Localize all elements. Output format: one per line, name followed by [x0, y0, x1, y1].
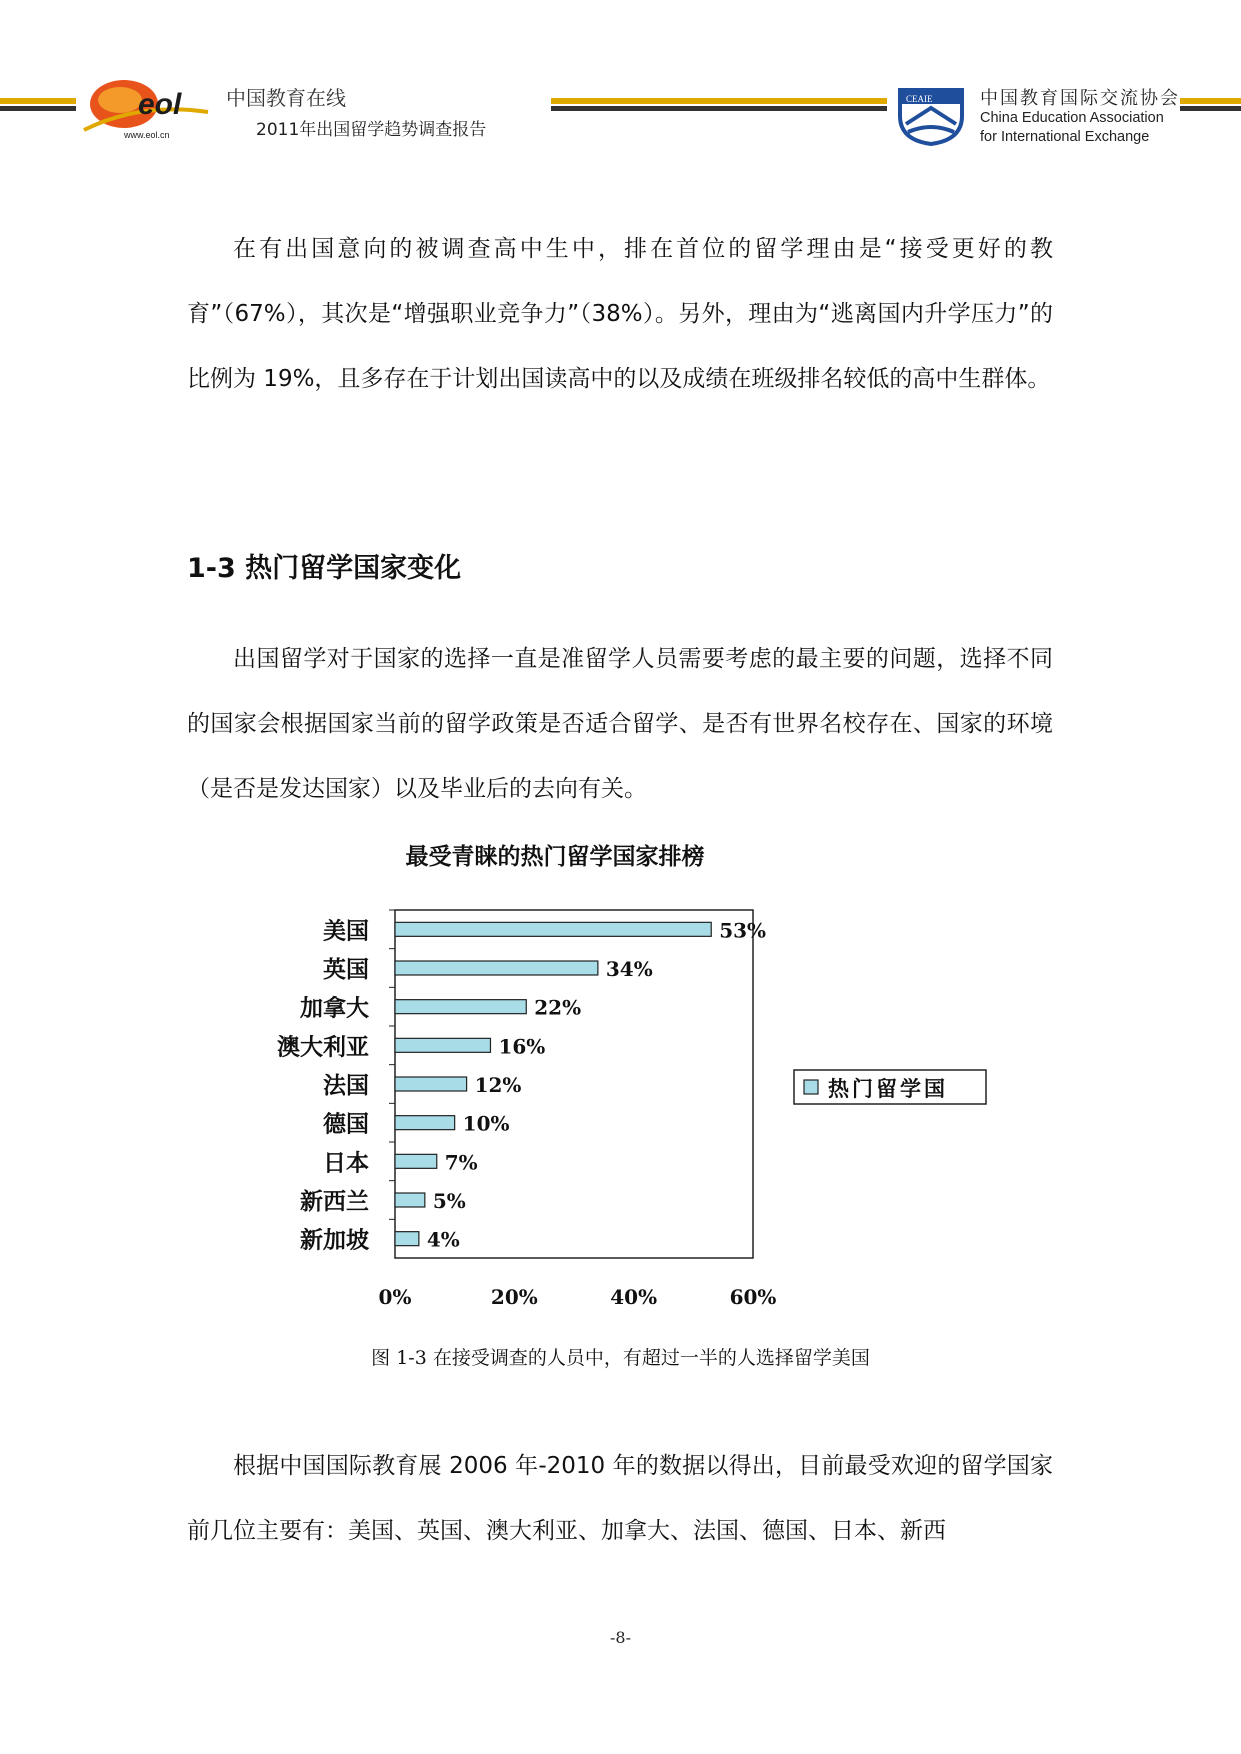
- paragraph-study-reasons: 在有出国意向的被调查高中生中，排在首位的留学理由是“接受更好的教育”（67%），其次是“增强职业竞争力”（38%）。另外，理由为“逃离国内升学压力”的比例为 19%，且多存在于计划出国读高中的以及成绩在班级排名较低的高中生群体。: [187, 236, 1053, 392]
- value-label: 4%: [426, 1227, 460, 1252]
- value-label: 5%: [432, 1189, 466, 1213]
- figure-caption: 图 1-3 在接受调查的人员中，有超过一半的人选择留学美国: [371, 1347, 870, 1369]
- category-label: 新西兰: [300, 1188, 369, 1215]
- value-label: 34%: [605, 957, 653, 981]
- category-label: 美国: [323, 917, 369, 945]
- legend-label: 热门留学国: [828, 1076, 948, 1101]
- x-tick-label: 20%: [490, 1285, 538, 1309]
- bar: [395, 1193, 425, 1207]
- value-label: 22%: [534, 995, 582, 1020]
- paragraph-country-choice: 出国留学对于国家的选择一直是准留学人员需要考虑的最主要的问题，选择不同的国家会根据国家当前的留学政策是否适合留学、是否有世界名校存在、国家的环境（是否是发达国家）以及毕业后的去向有关。: [187, 646, 1053, 802]
- site-name: 中国教育在线: [226, 86, 346, 110]
- bar: [395, 1232, 419, 1246]
- legend-swatch: [804, 1080, 818, 1094]
- bar: [395, 1116, 455, 1130]
- category-label: 加拿大: [300, 994, 369, 1022]
- category-label: 日本: [323, 1149, 369, 1177]
- bar: [395, 1038, 490, 1052]
- value-label: 12%: [474, 1073, 522, 1097]
- association-name-cn: 中国教育国际交流协会: [980, 88, 1180, 109]
- ceaie-logo-badge: CEAIE: [906, 94, 933, 104]
- value-label: 10%: [462, 1111, 510, 1136]
- category-label: 法国: [323, 1072, 369, 1099]
- x-tick-label: 40%: [610, 1285, 658, 1309]
- chart-title: 最受青睐的热门留学国家排榜: [405, 843, 705, 870]
- bar: [395, 1077, 467, 1091]
- category-label: 英国: [323, 956, 369, 983]
- association-name-en-line1: China Education Association: [980, 110, 1164, 126]
- x-tick-label: 0%: [378, 1285, 412, 1309]
- value-label: 7%: [444, 1150, 478, 1175]
- section-heading: 1-3 热门留学国家变化: [187, 553, 462, 584]
- eol-logo-url: www.eol.cn: [124, 130, 170, 140]
- value-label: 53%: [719, 918, 767, 943]
- category-label: 新加坡: [300, 1226, 369, 1254]
- report-title: 2011年出国留学趋势调查报告: [256, 120, 487, 140]
- bar: [395, 1000, 526, 1014]
- page-number: -8-: [610, 1628, 631, 1647]
- association-name-en-line2: for International Exchange: [980, 129, 1150, 145]
- bar: [395, 961, 598, 975]
- x-tick-label: 60%: [729, 1285, 777, 1309]
- category-label: 澳大利亚: [277, 1033, 369, 1061]
- bar: [395, 922, 711, 936]
- paragraph-popular-countries: 根据中国国际教育展 2006 年-2010 年的数据以得出，目前最受欢迎的留学国家前几位主要有：美国、英国、澳大利亚、加拿大、法国、德国、日本、新西: [187, 1453, 1053, 1544]
- category-label: 德国: [323, 1110, 369, 1138]
- eol-logo-mark: eol: [138, 88, 182, 121]
- bar: [395, 1154, 437, 1168]
- value-label: 16%: [498, 1034, 546, 1059]
